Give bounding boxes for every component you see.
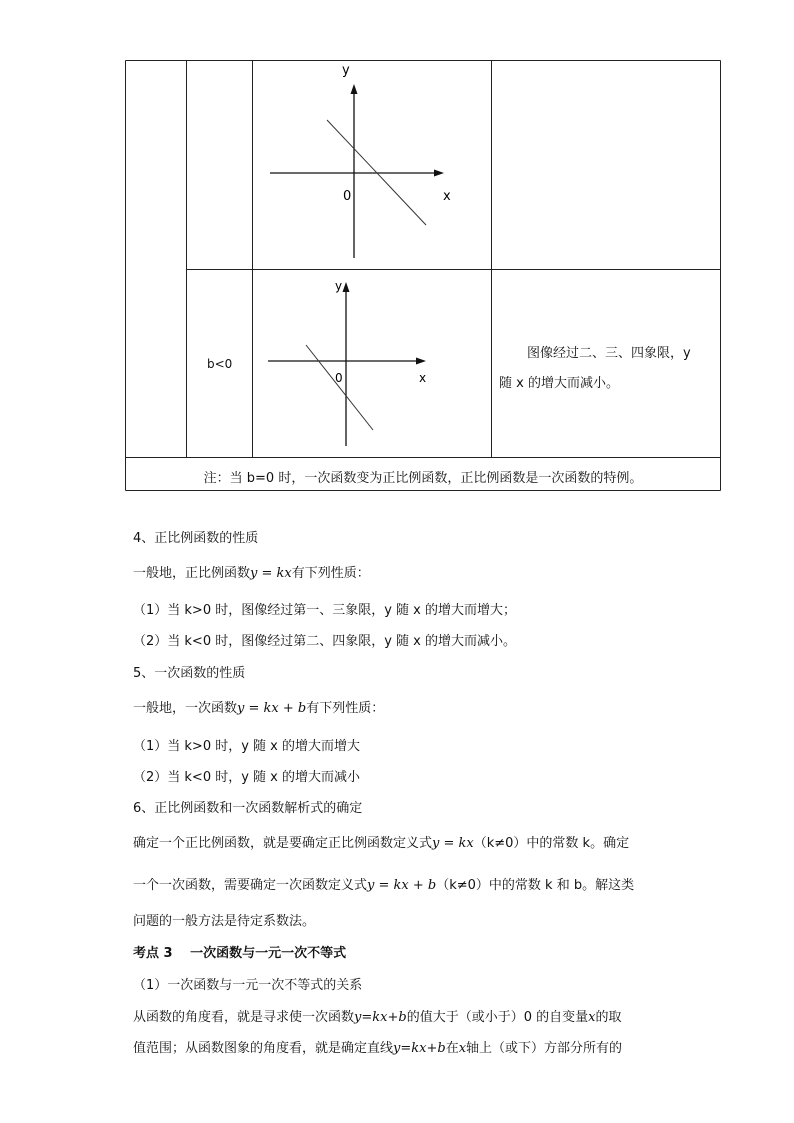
formula: y=kx+b [354, 1010, 407, 1025]
intro-text: 一般地，一次函数 [133, 701, 238, 716]
formula: y=kx+b [393, 1041, 446, 1056]
section-4-item-2: （2）当 k<0 时，图像经过第二、四象限，y 随 x 的增大而减小。 [133, 634, 517, 649]
text: 值范围；从函数图象的角度看，就是确定直线 [133, 1041, 394, 1056]
origin-label: 0 [343, 189, 352, 204]
graph-2 [268, 279, 426, 446]
section-5-item-1: （1）当 k>0 时，y 随 x 的增大而增大 [133, 739, 361, 754]
kaodian-3-paragraph-line-2 [133, 1041, 622, 1057]
intro-text: 一般地，正比例函数 [133, 566, 251, 581]
kaodian-3-heading: 考点 3 一次函数与一元一次不等式 [133, 946, 347, 961]
section-6-heading: 6、正比例函数和一次函数解析式的确定 [133, 801, 363, 816]
text: 轴上（或下）方部分所有的 [466, 1041, 623, 1056]
formula: y = kx [432, 836, 474, 851]
intro-text-end: 有下列性质： [291, 566, 370, 581]
graph-1 [270, 63, 451, 258]
y-axis-label: y [342, 63, 350, 78]
table-note: 注：当 b=0 时，一次函数变为正比例函数，正比例函数是一次函数的特例。 [203, 471, 643, 486]
text: 确定一个正比例函数，就是要确定正比例函数定义式 [133, 836, 433, 851]
text: 的取 [595, 1010, 622, 1025]
y-axis-arrow-icon [351, 84, 358, 94]
section-5-item-2: （2）当 k<0 时，y 随 x 的增大而减小 [133, 770, 361, 785]
kaodian-3-subheading: （1）一次函数与一元一次不等式的关系 [133, 978, 363, 993]
function-table [0, 0, 794, 500]
formula: y = kx + b [237, 701, 307, 716]
x-axis-arrow-icon [416, 358, 426, 365]
function-line [306, 345, 373, 430]
section-4-heading: 4、正比例函数的性质 [133, 531, 259, 546]
x-axis-label: x [443, 189, 451, 204]
section-4-item-1: （1）当 k>0 时，图像经过第一、三象限，y 随 x 的增大而增大； [133, 603, 517, 618]
x-axis-arrow-icon [434, 170, 444, 177]
formula: y = kx [250, 566, 292, 581]
x-axis-label: x [419, 371, 427, 385]
text: 在 [445, 1041, 459, 1056]
text: 从函数的角度看，就是寻求使一次函数 [133, 1010, 355, 1025]
text: （k≠0）中的常数 k 和 b。解这类 [436, 878, 635, 893]
y-axis-arrow-icon [343, 282, 350, 292]
section-5-heading: 5、一次函数的性质 [133, 666, 246, 681]
variable: x [458, 1041, 467, 1056]
description-line-1: 图像经过二、三、四象限，y [527, 346, 691, 361]
intro-text-end: 有下列性质： [306, 701, 385, 716]
y-axis-label: y [335, 279, 343, 293]
section-5-intro [133, 701, 384, 717]
section-6-paragraph-line-1 [133, 836, 629, 852]
description-line-2: 随 x 的增大而减小。 [499, 376, 619, 391]
text: 一个一次函数，需要确定一次函数定义式 [133, 878, 368, 893]
origin-label: 0 [335, 371, 343, 385]
text: （k≠0）中的常数 k。确定 [473, 836, 630, 851]
variable: x [588, 1010, 596, 1025]
kaodian-3-paragraph-line-1 [133, 1010, 621, 1026]
section-6-paragraph-line-2 [133, 878, 634, 894]
condition-label: b<0 [207, 357, 233, 371]
formula: y = kx + b [367, 878, 437, 893]
section-6-paragraph-line-3: 问题的一般方法是待定系数法。 [133, 914, 316, 929]
text: 的值大于（或小于）0 的自变量 [406, 1010, 589, 1025]
section-4-intro [133, 566, 370, 582]
